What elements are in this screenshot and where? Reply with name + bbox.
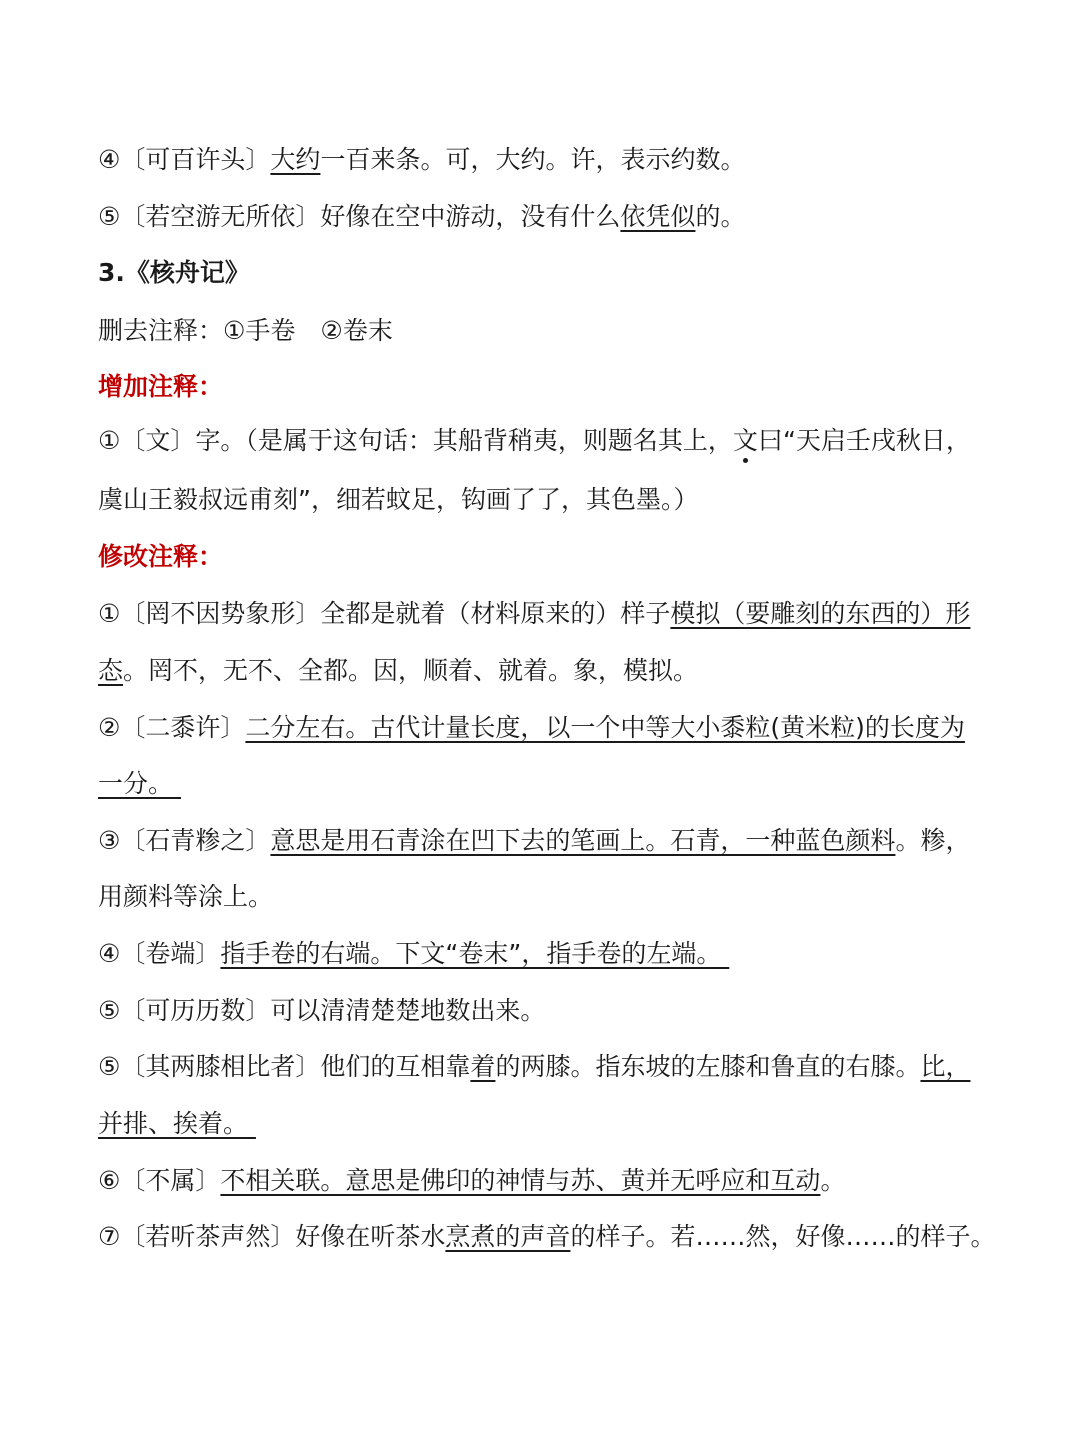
- add-note-1-line1: ①〔文〕字。（是属于这句话：其船背稍夷，则题名其上，文曰“天启壬戌秋日，: [98, 426, 971, 455]
- prev-note-5: ⑤〔若空游无所依〕好像在空中游动，没有什么依凭似的。: [98, 202, 746, 231]
- emphasis-dot-char: 文: [732, 426, 758, 455]
- delete-notes: 删去注释：①手卷 ②卷末: [98, 316, 393, 345]
- modify-note-3-line1: ③〔石青糁之〕意思是用石青涂在凹下去的笔画上。石青，一种蓝色颜料。糁，: [98, 826, 971, 855]
- modify-note-7: ⑦〔若听茶声然〕好像在听茶水烹煮的声音的样子。若……然，好像……的样子。: [98, 1222, 996, 1251]
- add-notes-heading: 增加注释：: [98, 372, 224, 401]
- modify-note-2-line2: 一分。: [98, 769, 181, 798]
- modify-note-5b-line2: 并排、挨着。: [98, 1109, 256, 1138]
- modify-note-2-line1: ②〔二黍许〕二分左右。古代计量长度，以一个中等大小黍粒(黄米粒)的长度为: [98, 713, 965, 742]
- modify-note-5b-line1: ⑤〔其两膝相比者〕他们的互相靠着的两膝。指东坡的左膝和鲁直的右膝。比，: [98, 1052, 971, 1081]
- add-note-1-line2: 虞山王毅叔远甫刻”，细若蚊足，钩画了了，其色墨。）: [98, 485, 699, 514]
- modify-notes-heading: 修改注释：: [98, 542, 224, 571]
- modify-note-6: ⑥〔不属〕不相关联。意思是佛印的神情与苏、黄并无呼应和互动。: [98, 1166, 846, 1195]
- modify-note-3-line2: 用颜料等涂上。: [98, 882, 274, 911]
- section-title: 3.《核舟记》: [98, 258, 250, 287]
- modify-note-4: ④〔卷端〕指手卷的右端。下文“卷末”，指手卷的左端。: [98, 939, 730, 968]
- modify-note-1-line2: 态。罔不，无不、全都。因，顺着、就着。象，模拟。: [98, 656, 699, 685]
- modify-note-5a: ⑤〔可历历数〕可以清清楚楚地数出来。: [98, 996, 546, 1025]
- modify-note-1-line1: ①〔罔不因势象形〕全都是就着（材料原来的）样子模拟（要雕刻的东西的）形: [98, 599, 971, 628]
- prev-note-4: ④〔可百许头〕大约一百来条。可，大约。许，表示约数。: [98, 145, 746, 174]
